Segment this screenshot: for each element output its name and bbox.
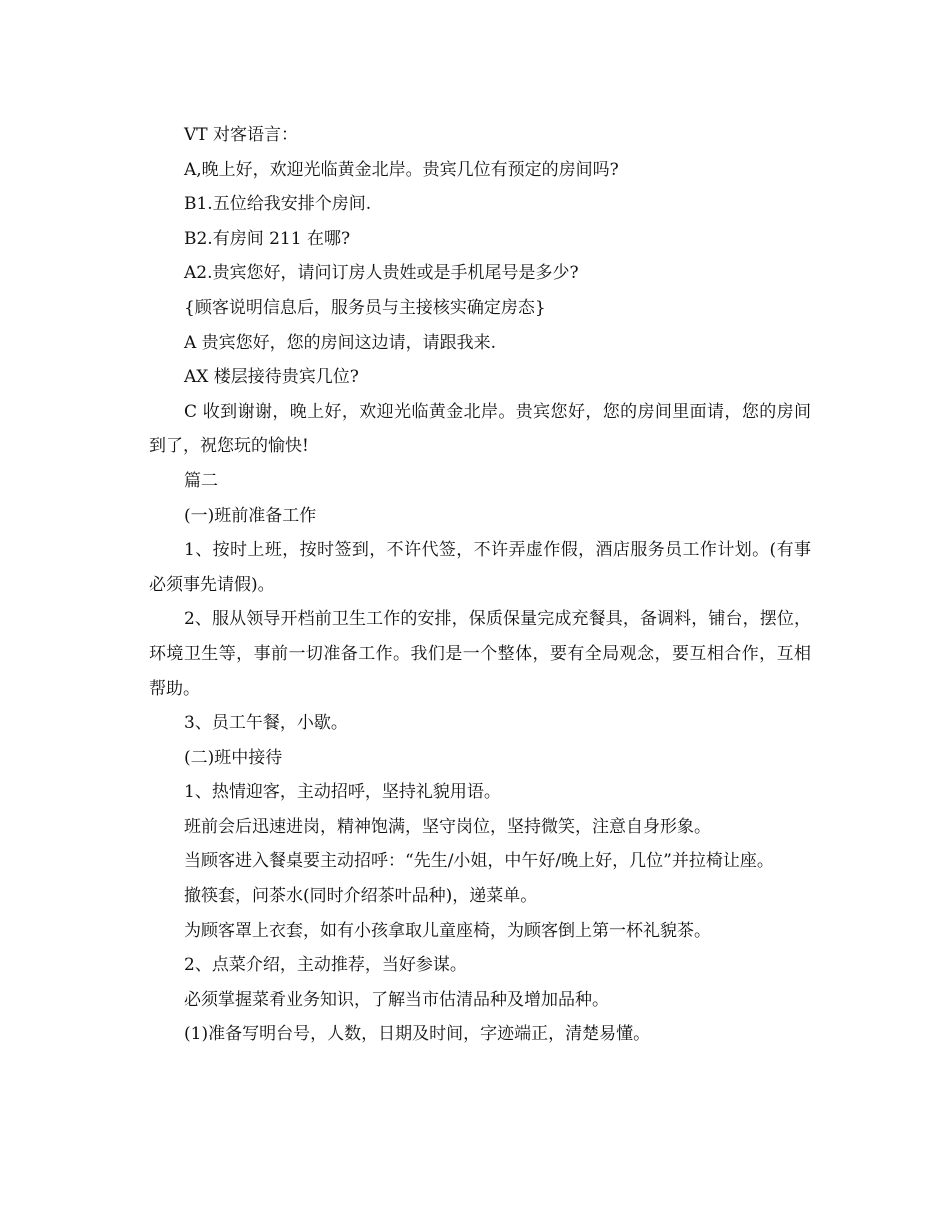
paragraph: 1、热情迎客，主动招呼，坚持礼貌用语。 xyxy=(184,782,501,803)
paragraph: (1)准备写明台号，人数，日期及时间，字迹端正，清楚易懂。 xyxy=(184,1024,651,1045)
subsection-heading: (一)班前准备工作 xyxy=(184,505,317,526)
paragraph: 2、服从领导开档前卫生工作的安排，保质保量完成充餐具，备调料，铺台，摆位，环境卫生等，事前一切准备工作。我们是一个整体，要有全局观念，要互相合作，互相帮助。 xyxy=(149,609,811,699)
section-heading: 篇二 xyxy=(184,470,218,491)
paragraph: A,晚上好，欢迎光临黄金北岸。贵宾几位有预定的房间吗? xyxy=(184,159,619,180)
paragraph: B2.有房间 211 在哪? xyxy=(184,228,351,249)
paragraph: A 贵宾您好，您的房间这边请，请跟我来. xyxy=(184,332,497,353)
paragraph: A2.贵宾您好，请问订房人贵姓或是手机尾号是多少? xyxy=(184,263,579,284)
paragraph: 1、按时上班，按时签到，不许代签，不许弄虚作假，酒店服务员工作计划。(有事必须事先请假)。 xyxy=(149,540,811,595)
paragraph: 3、员工午餐，小歇。 xyxy=(184,713,348,734)
paragraph: 班前会后迅速进岗，精神饱满，坚守岗位，坚持微笑，注意自身形象。 xyxy=(184,816,711,837)
paragraph: VT 对客语言： xyxy=(184,125,299,145)
paragraph: 为顾客罩上衣套，如有小孩拿取儿童座椅，为顾客倒上第一杯礼貌茶。 xyxy=(184,920,711,941)
paragraph: {顾客说明信息后，服务员与主接核实确定房态} xyxy=(184,297,546,318)
paragraph: 当顾客进入餐桌要主动招呼：“先生/小姐，中午好/晚上好，几位”并拉椅让座。 xyxy=(184,851,774,872)
paragraph: 撤筷套，问茶水(同时介绍茶叶品种)，递菜单。 xyxy=(184,886,538,907)
paragraph: 必须掌握菜肴业务知识，了解当市估清品种及增加品种。 xyxy=(184,989,609,1010)
paragraph: B1.五位给我安排个房间. xyxy=(184,194,372,215)
document-body xyxy=(149,118,811,1052)
paragraph: AX 楼层接待贵宾几位? xyxy=(184,367,359,388)
subsection-heading: (二)班中接待 xyxy=(184,747,283,768)
paragraph: 2、点菜介绍，主动推荐，当好参谋。 xyxy=(184,955,467,976)
paragraph: C 收到谢谢，晚上好，欢迎光临黄金北岸。贵宾您好，您的房间里面请，您的房间到了，祝您玩的愉快! xyxy=(149,401,811,457)
